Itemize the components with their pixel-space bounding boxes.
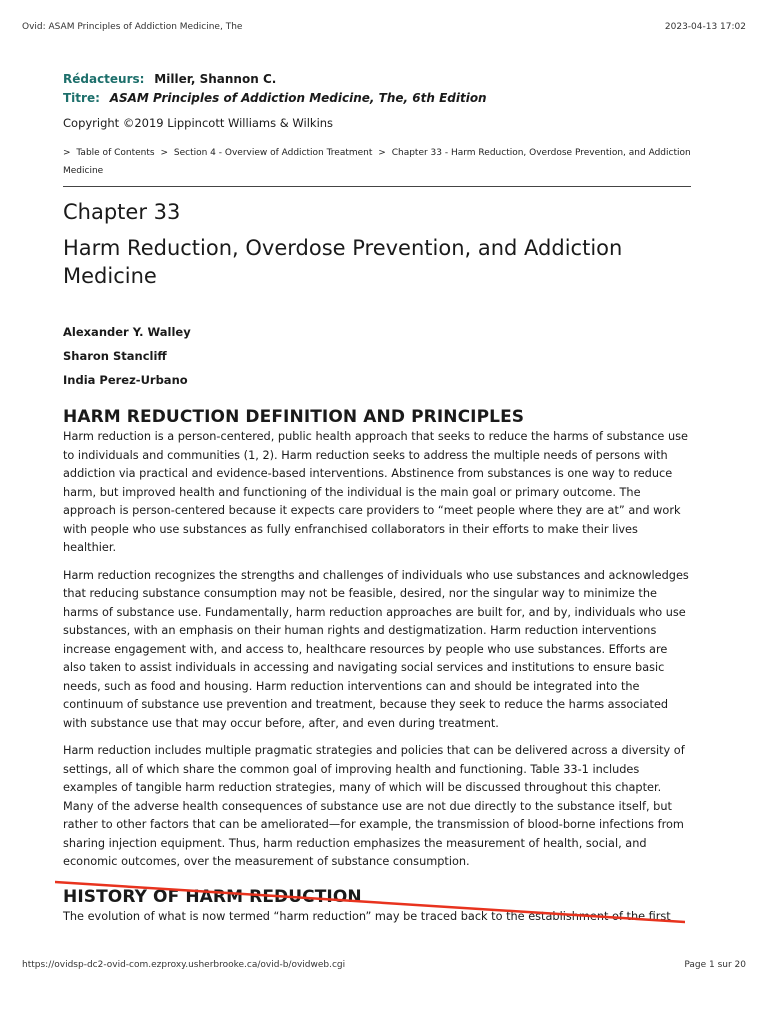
- print-header-timestamp: 2023-04-13 17:02: [664, 22, 746, 32]
- editors-value: Miller, Shannon C.: [154, 72, 277, 86]
- print-header: [22, 22, 746, 32]
- breadcrumb-separator: >: [160, 148, 168, 158]
- page-number: Page 1 sur 20: [684, 960, 746, 970]
- book-title: ASAM Principles of Addiction Medicine, The, 6th Edition: [109, 91, 487, 105]
- breadcrumb-chapter[interactable]: Chapter 33 - Harm Reduction, Overdose Prevention, and Addiction Medicine: [63, 148, 691, 176]
- body-paragraph: Harm reduction includes multiple pragmatic strategies and policies that can be delivered across a diversity of settings, all of which share the common goal of improving health and functioning. Table 33-1 includes examples of tangible harm reduction strategies, many of which will be discussed throughout this chapter. Many of the adverse health consequences of substance use are not due directly to the substance itself, but rather to other factors that can be ameliorated—for example, the transmission of blood-borne infections from sharing injection equipment. Thus, harm reduction emphasizes the measurement of health, social, and economic outcomes, over the measurement of substance consumption.: [63, 744, 685, 868]
- print-footer: [22, 960, 746, 970]
- breadcrumb-separator: >: [378, 148, 386, 158]
- breadcrumb-separator: >: [63, 148, 71, 158]
- copyright: Copyright ©2019 Lippincott Williams & Wilkins: [63, 116, 334, 130]
- editors-label: Rédacteurs:: [63, 72, 145, 86]
- document-content: [63, 70, 691, 935]
- body-paragraph: Harm reduction recognizes the strengths and challenges of individuals who use substances and acknowledges that reducing substance consumption may not be feasible, desired, nor the singular way to minimize the harms of substance use. Fundamentally, harm reduction approaches are built for, and by, individuals who use substances, with an emphasis on their human rights and destigmatization. Harm reduction interventions increase engagement with, and access to, healthcare resources by people who use substances. Efforts are also taken to assist individuals in accessing and navigating social services and institutions to ensure basic needs, such as food and housing. Harm reduction interventions can and should be integrated into the continuum of substance use prevention and treatment, because they seek to reduce the harms associated with substance use that may occur before, after, and even during treatment.: [63, 568, 689, 730]
- breadcrumb-table-of-contents[interactable]: Table of Contents: [76, 148, 155, 158]
- breadcrumb-section[interactable]: Section 4 - Overview of Addiction Treatment: [173, 148, 373, 158]
- author-name: Sharon Stancliff: [63, 349, 167, 363]
- breadcrumb: [63, 144, 691, 180]
- print-header-title: Ovid: ASAM Principles of Addiction Medicine, The: [22, 22, 243, 32]
- editors-row: [63, 70, 691, 89]
- chapter-title: Harm Reduction, Overdose Prevention, and Addiction Medicine: [63, 236, 623, 288]
- footer-url: https://ovidsp-dc2-ovid-com.ezproxy.usherbrooke.ca/ovid-b/ovidweb.cgi: [22, 960, 346, 970]
- section-heading-history: HISTORY OF HARM REDUCTION: [63, 886, 362, 907]
- title-label: Titre:: [63, 91, 100, 105]
- chapter-number: Chapter 33: [63, 200, 181, 224]
- author-name: India Perez-Urbano: [63, 373, 188, 387]
- body-paragraph: Harm reduction is a person-centered, public health approach that seeks to reduce the harms of substance use to individuals and communities (1, 2). Harm reduction seeks to address the multiple needs of persons with addiction via practical and evidence-based interventions. Abstinence from substances is one way to reduce harm, but improved health and functioning of the individual is the main goal or primary outcome. The approach is person-centered because it expects care providers to “meet people where they are at” and work with people who use substances as fully enfranchised collaborators in their efforts to make their lives healthier.: [63, 430, 688, 554]
- author-list: [63, 320, 691, 392]
- red-strike-annotation: [55, 880, 685, 925]
- strike-line: [55, 882, 685, 922]
- header-divider: [63, 186, 691, 187]
- author-name: Alexander Y. Walley: [63, 325, 191, 339]
- title-row: [63, 89, 691, 108]
- section-heading-definition: HARM REDUCTION DEFINITION AND PRINCIPLES: [63, 407, 525, 427]
- body-paragraph: The evolution of what is now termed “harm reduction” may be traced back to the establishment of the first: [63, 909, 671, 923]
